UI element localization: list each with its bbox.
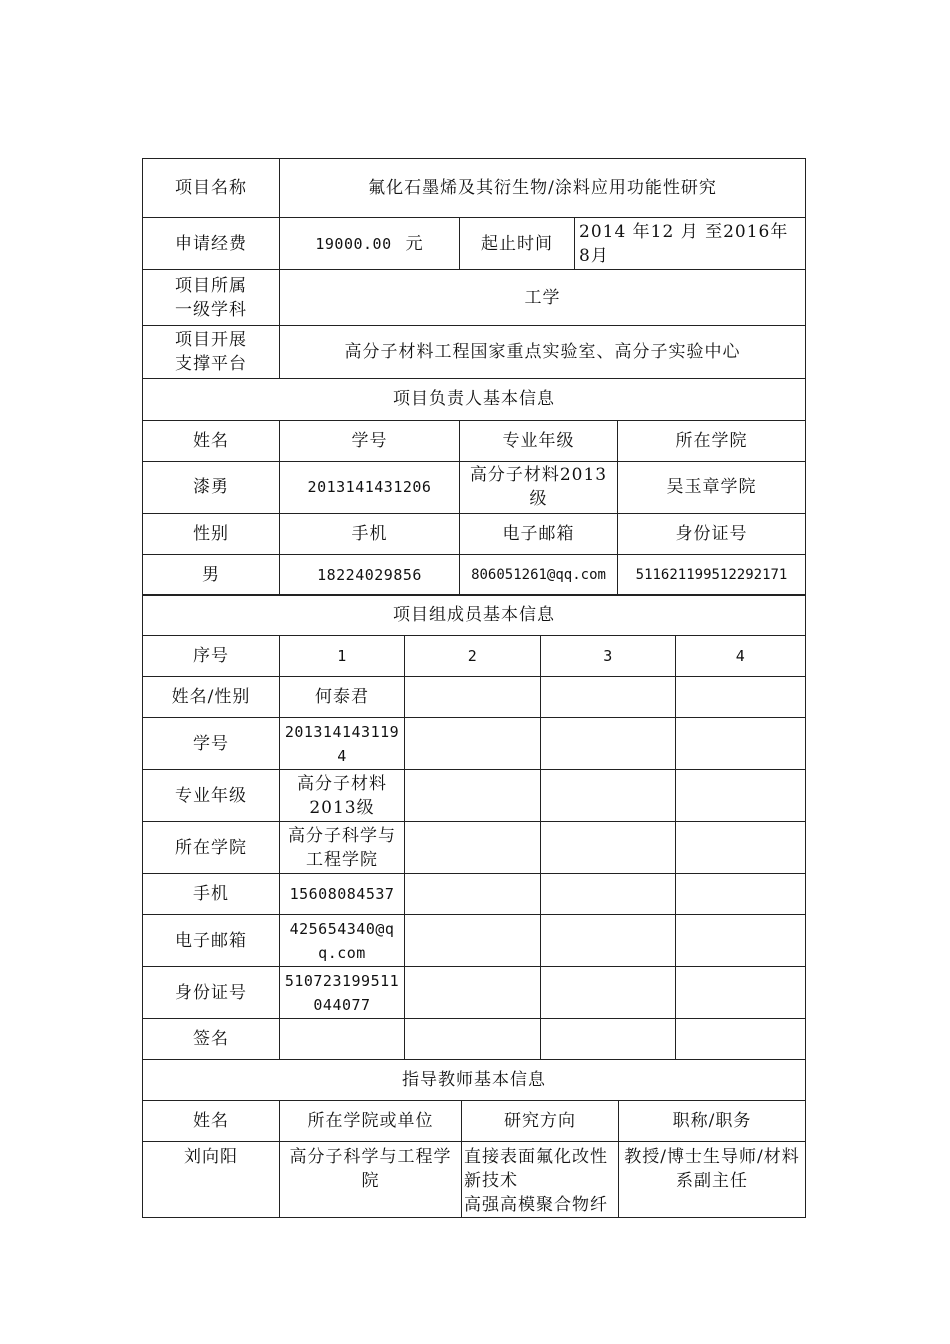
advisor-header-college: 所在学院或单位	[280, 1100, 462, 1141]
leader-header-row-2	[143, 513, 806, 554]
advisor-header-direction: 研究方向	[462, 1100, 619, 1141]
leader-header-id-card: 身份证号	[618, 513, 806, 554]
member-2-cell	[405, 822, 541, 874]
advisor-title: 教授/博士生导师/材料系副主任	[619, 1141, 806, 1217]
advisor-table	[142, 1059, 806, 1218]
member-3-cell	[541, 822, 676, 874]
member-4-cell	[676, 874, 806, 915]
member-1-student-id: 2013141431194	[280, 718, 405, 770]
discipline-label-line2: 一级学科	[175, 299, 247, 320]
member-row-id-card	[143, 967, 806, 1019]
member-4-cell	[676, 915, 806, 967]
member-row-label: 身份证号	[143, 967, 280, 1019]
member-index-2: 2	[405, 636, 541, 677]
member-4-cell	[676, 822, 806, 874]
budget-label: 申请经费	[143, 218, 280, 270]
member-1-college: 高分子科学与工程学院	[280, 822, 405, 874]
budget-unit: 元	[405, 233, 424, 254]
advisor-header-row	[143, 1100, 806, 1141]
period-value: 2014 年12 月 至2016年 8月	[575, 218, 806, 270]
platform-label-line1: 项目开展	[175, 330, 247, 350]
member-row-phone	[143, 874, 806, 915]
budget-cell	[280, 218, 460, 270]
member-2-cell	[405, 677, 541, 718]
member-row-label: 专业年级	[143, 770, 280, 822]
member-3-cell	[541, 1019, 676, 1060]
advisor-direction	[462, 1141, 619, 1217]
member-row-student-id	[143, 718, 806, 770]
leader-section-title: 项目负责人基本信息	[143, 378, 806, 420]
member-row-label: 所在学院	[143, 822, 280, 874]
member-4-cell	[676, 770, 806, 822]
discipline-label	[143, 270, 280, 326]
advisor-section-title: 指导教师基本信息	[143, 1059, 806, 1100]
member-2-cell	[405, 718, 541, 770]
platform-label-line2: 支撑平台	[175, 354, 247, 374]
member-row-label: 学号	[143, 718, 280, 770]
project-info-table	[142, 158, 806, 379]
member-4-cell	[676, 1019, 806, 1060]
member-1-name: 何泰君	[280, 677, 405, 718]
budget-row	[143, 218, 806, 270]
leader-header-name: 姓名	[143, 420, 280, 461]
leader-header-row-1	[143, 420, 806, 461]
member-4-cell	[676, 677, 806, 718]
leader-data-row-1	[143, 461, 806, 513]
member-row-label: 签名	[143, 1019, 280, 1060]
advisor-direction-line2: 高强高模聚合物纤	[464, 1194, 608, 1215]
member-1-id-card: 510723199511044077	[280, 967, 405, 1019]
member-row-major	[143, 770, 806, 822]
advisor-name: 刘向阳	[143, 1141, 280, 1217]
member-1-signature	[280, 1019, 405, 1060]
member-3-cell	[541, 915, 676, 967]
member-row-label: 姓名/性别	[143, 677, 280, 718]
member-3-cell	[541, 967, 676, 1019]
member-row-email	[143, 915, 806, 967]
leader-header-college: 所在学院	[618, 420, 806, 461]
advisor-college: 高分子科学与工程学院	[280, 1141, 462, 1217]
leader-header-major: 专业年级	[460, 420, 618, 461]
discipline-row	[143, 270, 806, 326]
project-name-row	[143, 159, 806, 218]
leader-data-row-2	[143, 554, 806, 595]
member-3-cell	[541, 770, 676, 822]
platform-row	[143, 326, 806, 379]
member-4-cell	[676, 718, 806, 770]
member-index-1: 1	[280, 636, 405, 677]
leader-header-gender: 性别	[143, 513, 280, 554]
member-1-email: 425654340@qq.com	[280, 915, 405, 967]
leader-header-student-id: 学号	[280, 420, 460, 461]
member-row-name	[143, 677, 806, 718]
project-name-value: 氟化石墨烯及其衍生物/涂料应用功能性研究	[280, 159, 806, 218]
advisor-header-name: 姓名	[143, 1100, 280, 1141]
member-3-cell	[541, 874, 676, 915]
member-2-cell	[405, 874, 541, 915]
discipline-value: 工学	[280, 270, 806, 326]
member-2-cell	[405, 967, 541, 1019]
member-row-label: 电子邮箱	[143, 915, 280, 967]
platform-label	[143, 326, 280, 379]
leader-gender: 男	[143, 554, 280, 595]
member-1-major: 高分子材料2013级	[280, 770, 405, 822]
member-row-college	[143, 822, 806, 874]
leader-name: 漆勇	[143, 461, 280, 513]
leader-email: 806051261@qq.com	[460, 554, 618, 595]
leader-student-id: 2013141431206	[280, 461, 460, 513]
leader-id-card: 511621199512292171	[618, 554, 806, 595]
leader-info-table	[142, 378, 806, 596]
members-index-label: 序号	[143, 636, 280, 677]
project-name-label: 项目名称	[143, 159, 280, 218]
leader-phone: 18224029856	[280, 554, 460, 595]
member-2-cell	[405, 915, 541, 967]
leader-header-email: 电子邮箱	[460, 513, 618, 554]
member-4-cell	[676, 967, 806, 1019]
members-index-row	[143, 636, 806, 677]
member-index-3: 3	[541, 636, 676, 677]
member-2-cell	[405, 770, 541, 822]
member-row-label: 手机	[143, 874, 280, 915]
advisor-direction-line1: 直接表面氟化改性新技术	[464, 1146, 608, 1191]
member-2-cell	[405, 1019, 541, 1060]
leader-college: 吴玉章学院	[618, 461, 806, 513]
discipline-label-line1: 项目所属	[175, 275, 247, 296]
member-row-signature	[143, 1019, 806, 1060]
advisor-header-title: 职称/职务	[619, 1100, 806, 1141]
application-form	[142, 158, 805, 1218]
members-section-title: 项目组成员基本信息	[143, 595, 806, 636]
platform-value: 高分子材料工程国家重点实验室、高分子实验中心	[280, 326, 806, 379]
leader-major: 高分子材料2013级	[460, 461, 618, 513]
members-table	[142, 594, 806, 1060]
member-3-cell	[541, 677, 676, 718]
budget-value: 19000.00	[315, 234, 392, 253]
member-1-phone: 15608084537	[280, 874, 405, 915]
member-3-cell	[541, 718, 676, 770]
period-label: 起止时间	[460, 218, 575, 270]
member-index-4: 4	[676, 636, 806, 677]
leader-header-phone: 手机	[280, 513, 460, 554]
advisor-data-row	[143, 1141, 806, 1217]
